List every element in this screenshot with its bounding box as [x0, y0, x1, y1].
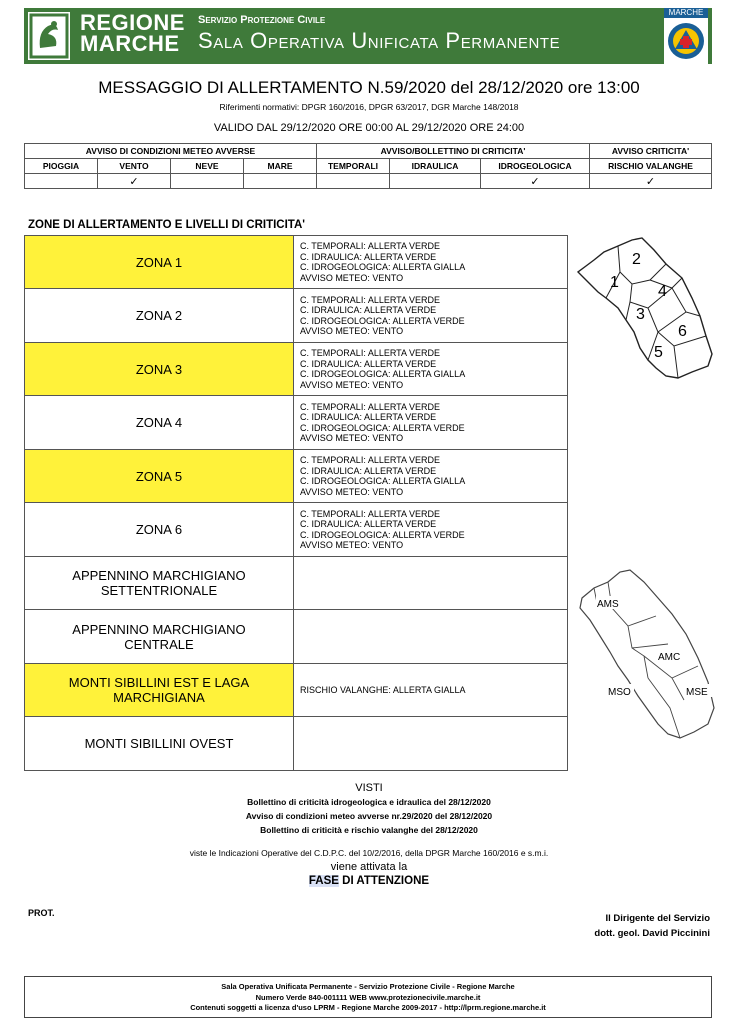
normative-references: Riferimenti normativi: DPGR 160/2016, DPGR 63/2017, DGR Marche 148/2018: [219, 102, 519, 112]
map-label-amc: AMC: [658, 652, 681, 663]
zone-meteo: AVVISO METEO: VENTO: [299, 433, 404, 443]
mountain-zone-name: [25, 717, 294, 771]
map-label-1: 1: [610, 274, 619, 291]
zone-idraulica: C. IDRAULICA: ALLERTA VERDE: [299, 519, 437, 529]
zone-temporali: C. TEMPORALI: ALLERTA VERDE: [299, 294, 441, 305]
mountain-zone-name: [25, 610, 294, 664]
region-line1: REGIONE: [80, 10, 185, 35]
message-title: MESSAGGIO DI ALLERTAMENTO N.59/2020 del 28/12/2020 ore 13:00: [98, 78, 640, 97]
signature-name: dott. geol. David Piccinini: [594, 928, 710, 939]
mountain-zone-name: [25, 557, 294, 610]
check-pioggia: [25, 174, 98, 189]
map-outline: [578, 238, 712, 378]
zone-name: ZONA 1: [25, 236, 294, 289]
col-neve: NEVE: [171, 159, 244, 174]
fase-attenzione: [0, 875, 738, 887]
zone-name: ZONA 6: [25, 503, 294, 557]
footer-line1: Sala Operativa Unificata Permanente - Servizio Protezione Civile - Regione Marche: [221, 982, 515, 991]
col-rischio-valanghe: RISCHIO VALANGHE: [590, 159, 712, 174]
signature-block: [440, 911, 710, 941]
prot-label: PROT.: [28, 908, 55, 918]
mountain-zones-map: [574, 568, 724, 744]
zone-idrogeologica: C. IDROGEOLOGICA: ALLERTA VERDE: [299, 422, 465, 433]
zone-details: [293, 289, 567, 343]
mountain-zone-details: [293, 610, 567, 664]
check-vento: ✓: [98, 174, 171, 189]
mountain-zone-line1: APPENNINO MARCHIGIANO: [72, 568, 246, 583]
mountain-zone-line2: MARCHIGIANA: [113, 690, 205, 705]
mountain-zone-details: [293, 557, 567, 610]
zone-meteo: AVVISO METEO: VENTO: [299, 326, 404, 336]
zone-meteo: AVVISO METEO: VENTO: [299, 272, 404, 283]
check-neve: [171, 174, 244, 189]
map-label-2: 2: [632, 251, 641, 268]
mountain-zone-details: [293, 717, 567, 771]
visti-line2: Avviso di condizioni meteo avverse nr.29/2020 del 28/12/2020: [245, 811, 493, 821]
map-label-4: 4: [658, 283, 667, 300]
activated-text: viene attivata la: [330, 861, 408, 873]
mountain-zone-line1: MONTI SIBILLINI EST E LAGA: [68, 675, 250, 690]
mountain-zone-line2: SETTENTRIONALE: [100, 583, 218, 598]
col-vento: VENTO: [98, 159, 171, 174]
region-name: [80, 12, 185, 54]
indications-text: viste le Indicazioni Operative del C.D.P.C. del 10/2/2016, della DPGR Marche 160/2016 e s.m.i.: [189, 848, 549, 858]
col-mare: MARE: [244, 159, 317, 174]
sala-name: Sala Operativa Unificata Permanente: [198, 28, 561, 53]
zone-temporali: C. TEMPORALI: ALLERTA VERDE: [299, 401, 441, 412]
check-mare: [244, 174, 317, 189]
zones-table: [24, 235, 568, 771]
zones-heading: ZONE DI ALLERTAMENTO E LIVELLI DI CRITICITA': [28, 219, 306, 231]
zone-name: ZONA 2: [25, 289, 294, 343]
zone-temporali: C. TEMPORALI: ALLERTA VERDE: [299, 348, 441, 358]
alert-summary-table: [24, 143, 712, 189]
zone-idraulica: C. IDRAULICA: ALLERTA VERDE: [299, 251, 437, 262]
group-meteo-header: AVVISO DI CONDIZIONI METEO AVVERSE: [25, 144, 317, 159]
footer-line2: Numero Verde 840-001111 WEB www.protezionecivile.marche.it: [255, 992, 481, 1002]
visti-line1: Bollettino di criticità idrogeologica e idraulica del 28/12/2020: [247, 797, 491, 807]
map-label-3: 3: [636, 306, 645, 323]
zone-idrogeologica: C. IDROGEOLOGICA: ALLERTA GIALLA: [299, 262, 466, 272]
zone-idrogeologica: C. IDROGEOLOGICA: ALLERTA VERDE: [299, 529, 465, 540]
map-label-ams: AMS: [597, 599, 619, 610]
col-temporali: TEMPORALI: [317, 159, 390, 174]
zone-meteo: AVVISO METEO: VENTO: [299, 379, 404, 390]
fase-word: FASE: [308, 875, 339, 887]
region-line2: MARCHE: [80, 31, 180, 56]
group-valanghe-header: AVVISO CRITICITA': [590, 144, 712, 159]
mountain-zone-name: [25, 664, 294, 717]
map-outline: [580, 570, 714, 738]
zone-idraulica: C. IDRAULICA: ALLERTA VERDE: [299, 465, 437, 476]
footer-box: [24, 976, 712, 1018]
pc-tag: MARCHE: [664, 8, 708, 18]
zone-temporali: C. TEMPORALI: ALLERTA VERDE: [299, 241, 441, 251]
zone-idrogeologica: C. IDROGEOLOGICA: ALLERTA GIALLA: [299, 476, 466, 486]
zone-details: [293, 450, 567, 503]
zone-temporali: C. TEMPORALI: ALLERTA VERDE: [299, 508, 441, 519]
check-temporali: [317, 174, 390, 189]
header-banner: [24, 8, 712, 64]
zone-details: [293, 396, 567, 450]
col-idraulica: IDRAULICA: [390, 159, 481, 174]
zone-name: ZONA 5: [25, 450, 294, 503]
mountain-zone-line2: CENTRALE: [124, 636, 194, 652]
signature-role: Il Dirigente del Servizio: [605, 913, 710, 924]
zone-idraulica: C. IDRAULICA: ALLERTA VERDE: [299, 412, 437, 422]
zone-name: ZONA 4: [25, 396, 294, 450]
col-pioggia: PIOGGIA: [25, 159, 98, 174]
mountain-zone-line1: MONTI SIBILLINI OVEST: [84, 736, 234, 751]
fase-rest: DI ATTENZIONE: [338, 875, 430, 887]
zone-idrogeologica: C. IDROGEOLOGICA: ALLERTA GIALLA: [299, 369, 466, 379]
zone-details: [293, 343, 567, 396]
check-idrogeologica: ✓: [481, 174, 590, 189]
regione-logo: [28, 12, 70, 60]
zone-meteo: AVVISO METEO: VENTO: [299, 486, 404, 497]
map-label-5: 5: [654, 344, 663, 361]
mountain-zone-details: RISCHIO VALANGHE: ALLERTA GIALLA: [293, 664, 567, 717]
zone-details: [293, 236, 567, 289]
zone-meteo: AVVISO METEO: VENTO: [299, 540, 404, 550]
footer-line3: Contenuti soggetti a licenza d'uso LPRM - Regione Marche 2009-2017 - http://lprm.regione.marche.it: [190, 1003, 546, 1012]
zone-name: ZONA 3: [25, 343, 294, 396]
zone-idraulica: C. IDRAULICA: ALLERTA VERDE: [299, 305, 437, 315]
check-rischio-valanghe: ✓: [590, 174, 712, 189]
map-label-mse: MSE: [686, 687, 708, 698]
zone-idrogeologica: C. IDROGEOLOGICA: ALLERTA VERDE: [299, 315, 465, 326]
validity-period: VALIDO DAL 29/12/2020 ORE 00:00 AL 29/12/2020 ORE 24:00: [213, 122, 525, 134]
protezione-civile-logo: [664, 8, 708, 64]
map-label-mso: MSO: [608, 687, 631, 698]
group-criticita-header: AVVISO/BOLLETTINO DI CRITICITA': [317, 144, 590, 159]
zone-idraulica: C. IDRAULICA: ALLERTA VERDE: [299, 358, 437, 369]
mountain-zone-line1: APPENNINO MARCHIGIANO: [72, 621, 246, 637]
map-label-6: 6: [678, 323, 687, 340]
visti-title: VISTI: [355, 782, 383, 794]
col-idrogeologica: IDROGEOLOGICA: [481, 159, 590, 174]
zone-temporali: C. TEMPORALI: ALLERTA VERDE: [299, 455, 441, 465]
check-idraulica: [390, 174, 481, 189]
zones-map: [574, 236, 714, 382]
zone-details: [293, 503, 567, 557]
visti-line3: Bollettino di criticità e rischio valanghe del 28/12/2020: [260, 825, 478, 835]
service-name: Servizio Protezione Civile: [198, 14, 326, 26]
